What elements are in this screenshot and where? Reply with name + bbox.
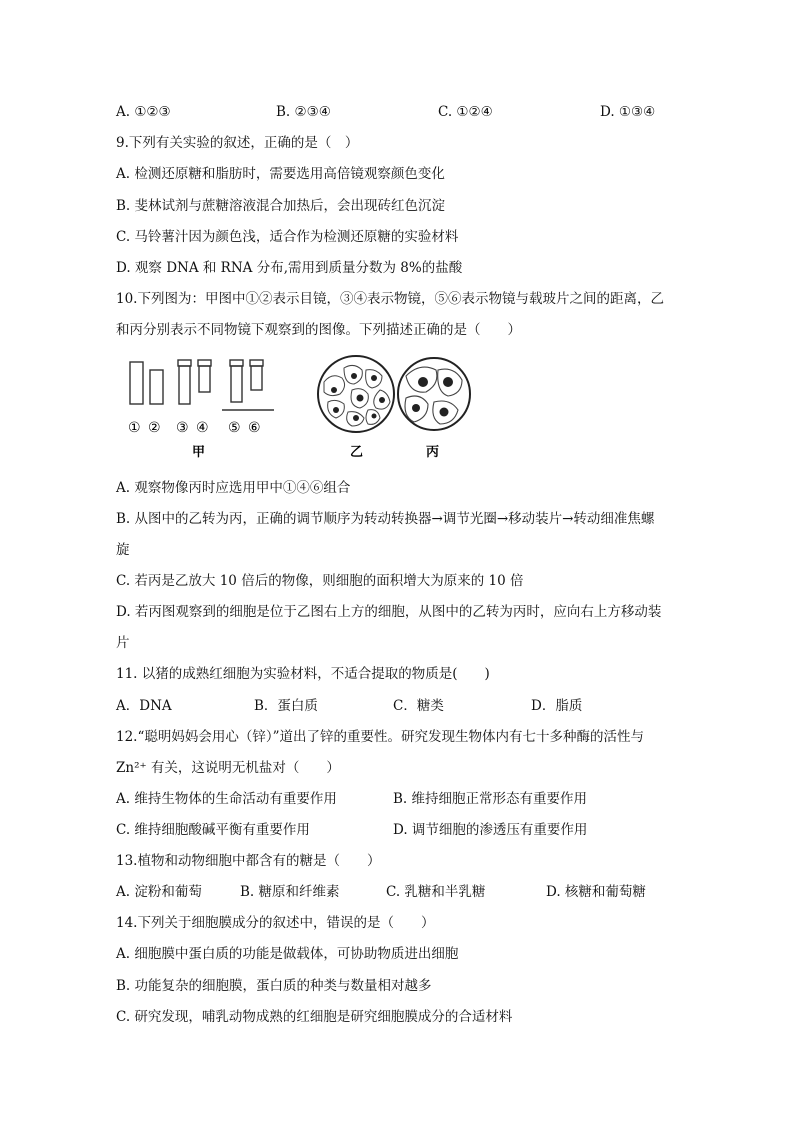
eyepiece-1: [130, 362, 143, 404]
view-yi: [318, 356, 394, 432]
q14-stem: 14.下列关于细胞膜成分的叙述中，错误的是（ ）: [116, 915, 435, 931]
q8-option-d: D. ①③④: [600, 104, 656, 120]
q12-option-d: D. 调节细胞的渗透压有重要作用: [393, 822, 588, 838]
q8-option-c: C. ①②④: [438, 104, 493, 120]
q10-option-c: C. 若丙是乙放大 10 倍后的物像，则细胞的面积增大为原来的 10 倍: [116, 573, 524, 589]
q9-option-a: A. 检测还原糖和脂肪时，需要选用高倍镜观察颜色变化: [116, 166, 445, 182]
q13-stem: 13.植物和动物细胞中都含有的糖是（ ）: [116, 853, 381, 869]
figure-label-jia: 甲: [192, 445, 206, 460]
q10-option-d-line1: D. 若丙图观察到的细胞是位于乙图右上方的细胞，从图中的乙转为丙时，应向右上方移动装: [116, 604, 662, 620]
figure-label-yi: 乙: [350, 445, 364, 460]
objective-3: [178, 360, 191, 404]
figure-number-3: ③: [176, 420, 189, 436]
q13-option-a: A. 淀粉和葡萄: [116, 884, 202, 900]
q11-option-b: B．蛋白质: [254, 698, 318, 714]
q10-option-b-line2: 旋: [116, 542, 130, 558]
q10-option-d-line2: 片: [116, 635, 130, 651]
q11-stem: 11. 以猪的成熟红细胞为实验材料，不适合提取的物质是( ): [116, 666, 490, 682]
q9-option-c: C. 马铃薯汁因为颜色浅，适合作为检测还原糖的实验材料: [116, 229, 459, 245]
objective-5: [230, 360, 243, 402]
q10-stem-line1: 10.下列图为：甲图中①②表示目镜，③④表示物镜，⑤⑥表示物镜与载玻片之间的距离，乙: [116, 291, 664, 307]
q12-option-a: A. 维持生物体的生命活动有重要作用: [116, 791, 337, 807]
figure-number-1: ①: [128, 420, 141, 436]
q10-microscope-figure: [116, 352, 476, 462]
q9-option-d: D. 观察 DNA 和 RNA 分布,需用到质量分数为 8%的盐酸: [116, 260, 463, 276]
objective-6: [250, 360, 263, 390]
q8-option-a: A. ①②③: [116, 104, 171, 120]
q9-option-b: B. 斐林试剂与蔗糖溶液混合加热后，会出现砖红色沉淀: [116, 198, 446, 214]
q12-stem-line2: Zn²⁺ 有关，这说明无机盐对（ ）: [116, 760, 340, 776]
q8-option-b: B. ②③④: [276, 104, 331, 120]
figure-number-6: ⑥: [248, 420, 261, 436]
q10-stem-line2: 和丙分别表示不同物镜下观察到的图像。下列描述正确的是（ ）: [116, 322, 521, 338]
q14-option-a: A. 细胞膜中蛋白质的功能是做载体，可协助物质进出细胞: [116, 946, 459, 962]
q11-option-a: A．DNA: [116, 698, 172, 714]
objective-4: [198, 360, 211, 392]
figure-number-5: ⑤: [228, 420, 241, 436]
q14-option-b: B. 功能复杂的细胞膜，蛋白质的种类与数量相对越多: [116, 978, 432, 994]
q13-option-b: B. 糖原和纤维素: [240, 884, 340, 900]
q12-option-b: B. 维持细胞正常形态有重要作用: [393, 791, 588, 807]
q10-option-a: A. 观察物像丙时应选用甲中①④⑥组合: [116, 480, 351, 496]
q14-option-c: C. 研究发现，哺乳动物成熟的红细胞是研究细胞膜成分的合适材料: [116, 1009, 513, 1025]
q13-option-c: C. 乳糖和半乳糖: [386, 884, 486, 900]
figure-number-4: ④: [196, 420, 209, 436]
figure-label-bing: 丙: [426, 445, 440, 460]
q10-option-b-line1: B. 从图中的乙转为丙，正确的调节顺序为转动转换器→调节光圈→移动装片→转动细准焦螺: [116, 511, 655, 527]
q11-option-c: C．糖类: [393, 698, 444, 714]
q12-stem-line1: 12.“聪明妈妈会用心（锌）”道出了锌的重要性。研究发现生物体内有七十多种酶的活性与: [116, 729, 645, 745]
figure-number-2: ②: [148, 420, 161, 436]
q11-option-d: D．脂质: [531, 698, 583, 714]
q9-stem: 9.下列有关实验的叙述，正确的是（ ）: [116, 135, 359, 151]
eyepiece-2: [150, 370, 163, 404]
view-bing: [398, 358, 470, 430]
q13-option-d: D. 核糖和葡萄糖: [546, 884, 646, 900]
q12-option-c: C. 维持细胞酸碱平衡有重要作用: [116, 822, 310, 838]
